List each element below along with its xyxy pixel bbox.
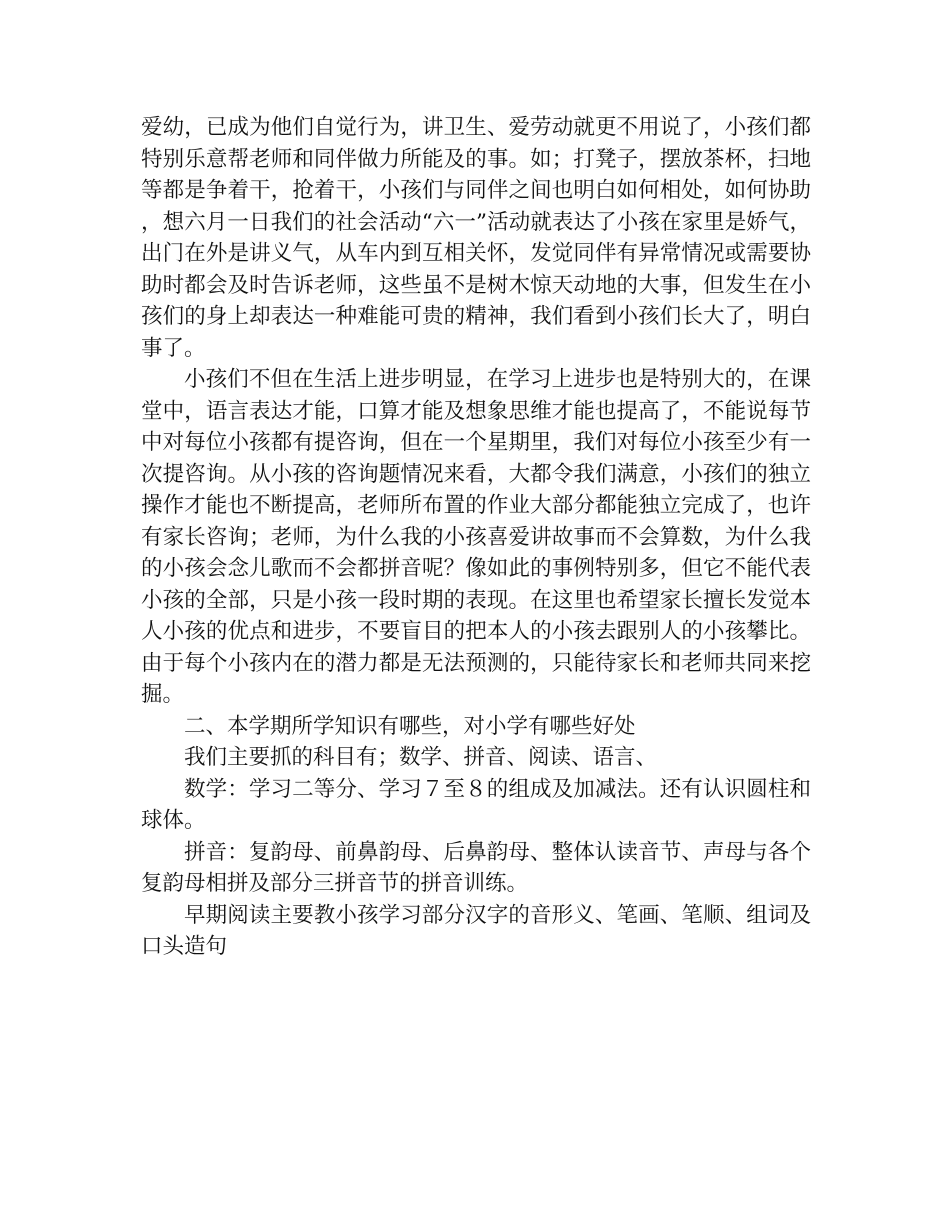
paragraph-learning-progress: 小孩们不但在生活上进步明显，在学习上进步也是特别大的，在课堂中，语言表达才能，口算才能及想象思维才能也提高了，不能说每节中对每位小孩都有提咨询，但在一个星期里，我们对每位小孩至少有一次提咨询。从小孩的咨询题情况来看，大都令我们满意，小孩们的独立操作才能也不断提高，老师所布置的作业大部分都能独立完成了，也许有家长咨询；老师，为什么我的小孩喜爱讲故事而不会算数，为什么我的小孩会念儿歌而不会都拼音呢？像如此的事例特别多，但它不能代表小孩的全部，只是小孩一段时期的表现。在这里也希望家长擅长发觉本人小孩的优点和进步，不要盲目的把本人的小孩去跟别人的小孩攀比。由于每个小孩内在的潜力都是无法预测的，只能待家长和老师共同来挖掘。 [141,367,811,707]
paragraph-pinyin: 拼音：复韵母、前鼻韵母、后鼻韵母、整体认读音节、声母与各个复韵母相拼及部分三拼音节的拼音训练。 [141,839,811,896]
section-heading-knowledge: 二、本学期所学知识有哪些，对小学有哪些好处 [184,713,636,739]
paragraph-reading: 早期阅读主要教小孩学习部分汉字的音形义、笔画、笔顺、组词及口头造句 [141,902,811,959]
paragraph-subjects: 我们主要抓的科目有；数学、拼音、阅读、语言、 [184,745,658,770]
paragraph-math: 数学：学习二等分、学习７至８的组成及加减法。还有认识圆柱和球体。 [141,776,811,833]
document-body [141,112,811,963]
paragraph-behavior: 爱幼，已成为他们自觉行为，讲卫生、爱劳动就更不用说了，小孩们都特别乐意帮老师和同伴做力所能及的事。如；打凳子，摆放茶杯，扫地等都是争着干，抢着干，小孩们与同伴之间也明白如何相处，如何协助，想六月一日我们的社会活动“六一”活动就表达了小孩在家里是娇气，出门在外是讲义气，从车内到互相关怀，发觉同伴有异常情况或需要协助时都会及时告诉老师，这些虽不是树木惊天动地的大事，但发生在小孩们的身上却表达一种难能可贵的精神，我们看到小孩们长大了，明白事了。 [141,115,811,361]
